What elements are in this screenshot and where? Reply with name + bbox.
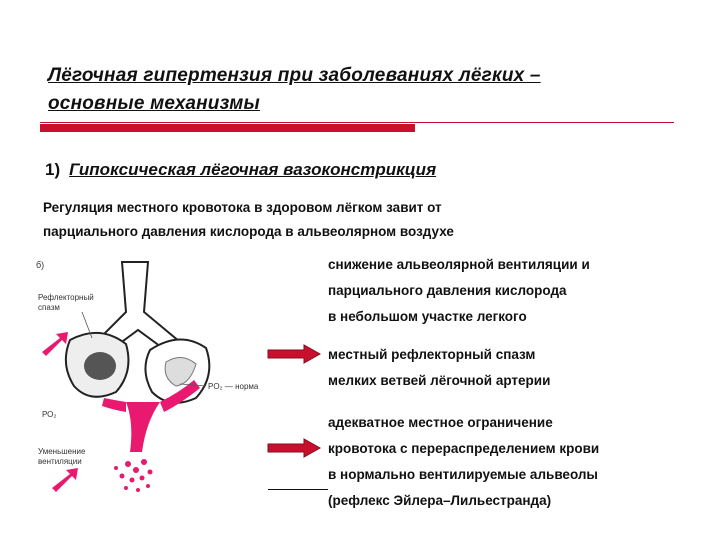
section-heading-text: Гипоксическая лёгочная вазоконстрикция	[69, 160, 437, 179]
spasm-arrow-icon	[42, 332, 68, 356]
blood-droplets	[114, 459, 153, 492]
right-text-block2	[328, 342, 550, 394]
figure-panel-label: б)	[36, 260, 45, 270]
block2-line2: мелких ветвей лёгочной артерии	[328, 373, 551, 388]
title-divider-thin	[40, 122, 674, 123]
label-vent-line1: Уменьшение	[38, 447, 86, 456]
label-spasm-line2: спазм	[38, 303, 60, 312]
vasoconstriction-figure	[30, 252, 300, 502]
right-text-block1	[328, 252, 590, 330]
label-spasm-line1: Рефлекторный	[38, 293, 94, 302]
right-text-block3	[328, 410, 599, 514]
ventilation-arrow-icon	[52, 468, 78, 492]
section-number: 1)	[45, 160, 61, 179]
intro-line2: парциального давления кислорода в альвеолярном воздухе	[43, 224, 454, 239]
slide-title-line2: основные механизмы	[48, 93, 260, 114]
label-vent-line2: вентиляции	[38, 457, 82, 466]
alveolus-inner-shadow	[84, 352, 116, 380]
label-po2: РО₂	[42, 410, 57, 419]
reflex-underline	[268, 489, 328, 490]
pulmonary-vessel-branch-left-constricted	[102, 398, 126, 412]
arrow-icon-1	[266, 344, 322, 364]
label-po2-norm: PO₂ — норма	[208, 382, 259, 391]
block2-line1: местный рефлекторный спазм	[328, 347, 536, 362]
block3-line1: адекватное местное ограничение	[328, 415, 553, 430]
arrow-icon-2	[266, 438, 322, 458]
title-divider-thick	[40, 124, 415, 132]
intro-line1: Регуляция местного кровотока в здоровом лёгком завит от	[43, 200, 442, 215]
block1-line3: в небольшом участке легкого	[328, 309, 527, 324]
slide-title-line1: Лёгочная гипертензия при заболеваниях лёгких –	[48, 65, 541, 86]
block3-line4: (рефлекс Эйлера–Лильестранда)	[328, 493, 552, 508]
pulmonary-vessel-main	[126, 402, 160, 452]
block3-line3: в нормально вентилируемые альвеолы	[328, 467, 598, 482]
block1-line2: парциального давления кислорода	[328, 283, 567, 298]
slide-title	[48, 62, 648, 118]
block3-line2: кровотока с перераспределением крови	[328, 441, 600, 456]
block1-line1: снижение альвеолярной вентиляции и	[328, 257, 590, 272]
section-heading	[45, 160, 436, 180]
intro-text	[43, 196, 603, 244]
